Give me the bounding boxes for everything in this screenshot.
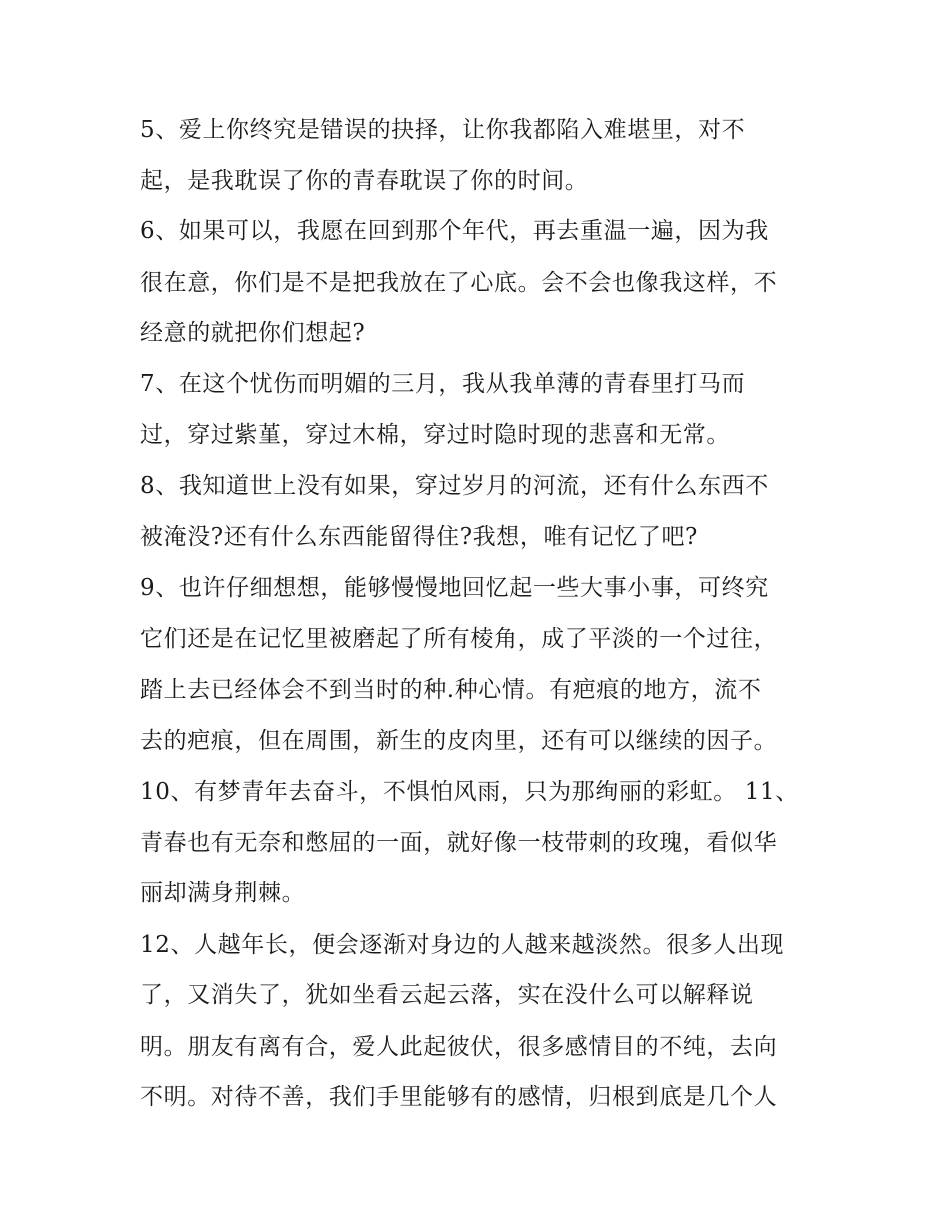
text-line: 8、我知道世上没有如果，穿过岁月的河流，还有什么东西不 [140, 473, 769, 499]
text-line: 了，又消失了，犹如坐看云起云落，实在没什么可以解释说 [140, 982, 754, 1008]
text-line: 青春也有无奈和憋屈的一面，就好像一枝带刺的玫瑰，看似华 [140, 830, 778, 856]
text-line: 明。朋友有离有合，爱人此起彼伏，很多感情目的不纯，去向 [140, 1034, 778, 1060]
text-line: 踏上去已经体会不到当时的种.种心情。有疤痕的地方，流不 [140, 677, 762, 703]
text-line: 9、也许仔细想想，能够慢慢地回忆起一些大事小事，可终究 [140, 575, 769, 601]
text-line: 起，是我耽误了你的青春耽误了你的时间。 [140, 168, 589, 194]
text-line: 很在意，你们是不是把我放在了心底。会不会也像我这样，不 [140, 270, 778, 296]
text-line: 它们还是在记忆里被磨起了所有棱角，成了平淡的一个过往， [140, 626, 778, 652]
text-line: 10、有梦青年去奋斗，不惧怕风雨，只为那绚丽的彩虹。 11、 [140, 779, 799, 805]
text-line: 去的疤痕，但在周围，新生的皮肉里，还有可以继续的因子。 [140, 728, 778, 754]
text-line: 丽却满身荆棘。 [140, 880, 306, 906]
text-line: 过，穿过紫堇，穿过木棉，穿过时隐时现的悲喜和无常。 [140, 422, 730, 448]
text-line: 不明。对待不善，我们手里能够有的感情，归根到底是几个人 [140, 1084, 778, 1110]
text-line: 被淹没?还有什么东西能留得住?我想，唯有记忆了吧? [140, 524, 698, 550]
text-line: 12、人越年长，便会逐渐对身边的人越来越淡然。很多人出现 [140, 932, 785, 958]
text-line: 5、爱上你终究是错误的抉择，让你我都陷入难堪里，对不 [140, 117, 746, 143]
text-line: 经意的就把你们想起? [140, 320, 366, 346]
text-line: 6、如果可以，我愿在回到那个年代，再去重温一遍，因为我 [140, 218, 769, 244]
text-line: 7、在这个忧伤而明媚的三月，我从我单薄的青春里打马而 [140, 371, 746, 397]
